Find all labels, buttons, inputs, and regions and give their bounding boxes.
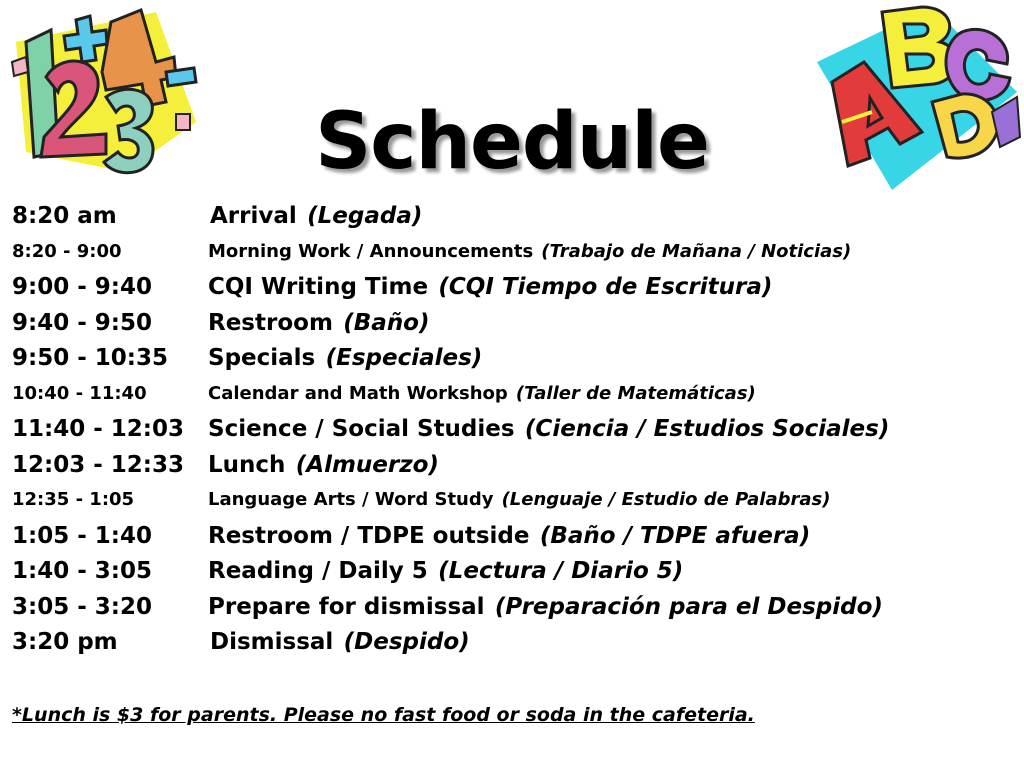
activity-label: Dismissal xyxy=(210,629,334,655)
activity-label: Language Arts / Word Study xyxy=(208,489,494,510)
activity-label: Prepare for dismissal xyxy=(208,593,485,620)
spanish-label: (Especiales) xyxy=(325,345,483,371)
schedule-row xyxy=(12,449,1020,485)
activity-label: Specials xyxy=(208,345,316,371)
time-label: 9:40 - 9:50 xyxy=(12,309,152,336)
spanish-label: (Trabajo de Mañana / Noticias) xyxy=(541,240,852,262)
activity-label: Reading / Daily 5 xyxy=(208,558,428,584)
abc-letters-clipart-icon xyxy=(812,2,1022,192)
schedule-row xyxy=(12,200,1020,236)
spanish-label: (Lenguaje / Estudio de Palabras) xyxy=(501,489,831,510)
spanish-label: (Preparación para el Despido) xyxy=(494,593,883,620)
activity-label: CQI Writing Time xyxy=(208,274,429,300)
spanish-label: (CQI Tiempo de Escritura) xyxy=(438,274,773,300)
time-label: 1:05 - 1:40 xyxy=(12,522,152,549)
schedule-row xyxy=(12,378,1020,414)
time-label: 11:40 - 12:03 xyxy=(12,416,184,442)
time-label: 12:35 - 1:05 xyxy=(12,489,135,510)
activity-label: Restroom / TDPE outside xyxy=(208,522,530,549)
schedule-row xyxy=(12,626,1020,662)
time-label: 8:20 am xyxy=(12,203,117,229)
time-label: 3:05 - 3:20 xyxy=(12,593,152,620)
schedule-row xyxy=(12,520,1020,556)
schedule-row xyxy=(12,271,1020,307)
page-title: Schedule xyxy=(315,97,709,188)
schedule-row xyxy=(12,342,1020,378)
activity-label: Calendar and Math Workshop xyxy=(208,382,508,404)
lunch-note: *Lunch is $3 for parents. Please no fast food or soda in the cafeteria. xyxy=(12,704,755,726)
spanish-label: (Almuerzo) xyxy=(295,451,439,478)
time-label: 9:50 - 10:35 xyxy=(12,345,168,371)
time-label: 9:00 - 9:40 xyxy=(12,274,152,300)
time-label: 1:40 - 3:05 xyxy=(12,558,152,584)
time-label: 10:40 - 11:40 xyxy=(12,382,147,404)
time-label: 8:20 - 9:00 xyxy=(12,240,122,262)
time-label: 3:20 pm xyxy=(12,629,118,655)
schedule-list xyxy=(12,200,1020,662)
spanish-label: (Legada) xyxy=(307,203,423,229)
schedule-row xyxy=(12,413,1020,449)
activity-label: Morning Work / Announcements xyxy=(208,240,534,262)
activity-label: Science / Social Studies xyxy=(208,416,515,442)
activity-label: Restroom xyxy=(208,309,333,336)
activity-label: Arrival xyxy=(210,203,297,229)
schedule-row xyxy=(12,484,1020,520)
spanish-label: (Lectura / Diario 5) xyxy=(438,558,684,584)
schedule-row xyxy=(12,236,1020,272)
spanish-label: (Baño / TDPE afuera) xyxy=(539,522,811,549)
spanish-label: (Ciencia / Estudios Sociales) xyxy=(524,416,890,442)
schedule-row xyxy=(12,591,1020,627)
activity-label: Lunch xyxy=(208,451,286,478)
spanish-label: (Baño) xyxy=(343,309,430,336)
time-label: 12:03 - 12:33 xyxy=(12,451,184,478)
spanish-label: (Despido) xyxy=(343,629,470,655)
spanish-label: (Taller de Matemáticas) xyxy=(515,382,756,404)
schedule-row xyxy=(12,555,1020,591)
schedule-row xyxy=(12,307,1020,343)
